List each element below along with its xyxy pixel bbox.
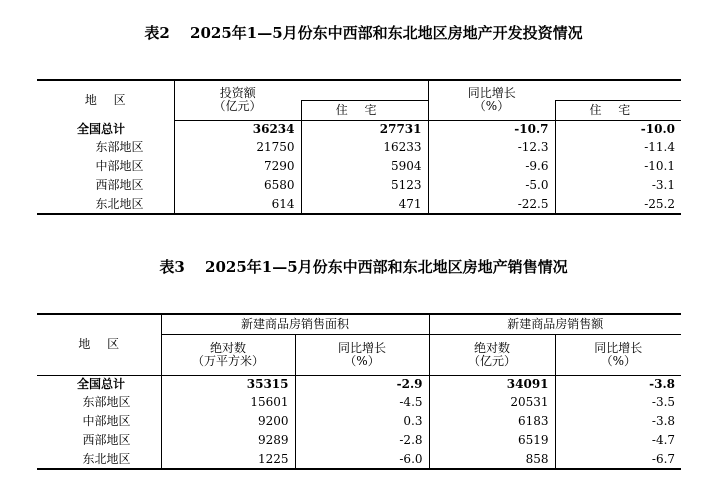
table-row: [37, 120, 681, 138]
yoy-cell: -10.7: [428, 120, 555, 138]
yoy-unit: （%）: [428, 100, 555, 120]
table-row: [37, 431, 681, 450]
region-cell: 东北地区: [82, 451, 131, 466]
residential-cell: 471: [301, 195, 428, 214]
amount-cell: 6183: [429, 412, 555, 431]
investment-unit: （亿元）: [174, 100, 301, 120]
amount-absolute-header: 绝对数 （亿元）: [429, 334, 555, 375]
table3-title: 表3 2025年1—5月份东中西部和东北地区房地产销售情况: [159, 258, 568, 276]
table-row: [37, 412, 681, 431]
area-yoy-cell: -2.8: [295, 431, 429, 450]
area-cell: 35315: [161, 375, 295, 393]
yoy-cell: -22.5: [428, 195, 555, 214]
yoy-residential-header: 住宅: [555, 100, 681, 120]
yoy-residential-cell: -25.2: [555, 195, 681, 214]
region-cell: 中部地区: [82, 414, 131, 429]
region-cell: 东部地区: [82, 395, 131, 410]
sales-amount-group-header: 新建商品房销售额: [429, 314, 681, 334]
residential-cell: 16233: [301, 138, 428, 157]
region-cell: 中部地区: [95, 159, 144, 174]
residential-header: 住宅: [301, 100, 428, 120]
area-yoy-header: 同比增长 （%）: [295, 334, 429, 375]
area-yoy-cell: -6.0: [295, 450, 429, 469]
yoy-cell: -9.6: [428, 157, 555, 176]
investment-cell: 6580: [174, 176, 301, 195]
yoy-cell: -12.3: [428, 138, 555, 157]
region-header: 地区: [84, 93, 143, 108]
area-cell: 15601: [161, 393, 295, 412]
table-row: [37, 375, 681, 393]
investment-header: 投资额: [174, 80, 301, 100]
yoy-residential-cell: -3.1: [555, 176, 681, 195]
yoy-cell: -5.0: [428, 176, 555, 195]
amount-yoy-cell: -3.8: [555, 412, 681, 431]
residential-cell: 5904: [301, 157, 428, 176]
region-cell: 全国总计: [77, 121, 126, 136]
table-row: [37, 176, 681, 195]
residential-cell: 27731: [301, 120, 428, 138]
amount-yoy-header: 同比增长 （%）: [555, 334, 681, 375]
area-cell: 1225: [161, 450, 295, 469]
investment-cell: 7290: [174, 157, 301, 176]
area-yoy-cell: 0.3: [295, 412, 429, 431]
region-cell: 西部地区: [95, 178, 144, 193]
region-cell: 东部地区: [95, 140, 144, 155]
yoy-header: 同比增长: [428, 80, 555, 100]
area-absolute-header: 绝对数 （万平方米）: [161, 334, 295, 375]
amount-cell: 858: [429, 450, 555, 469]
table-row: [37, 138, 681, 157]
region-cell: 西部地区: [82, 433, 131, 448]
table-row: [37, 450, 681, 469]
region-cell: 东北地区: [95, 196, 144, 211]
area-yoy-cell: -2.9: [295, 375, 429, 393]
amount-yoy-cell: -3.5: [555, 393, 681, 412]
amount-yoy-cell: -4.7: [555, 431, 681, 450]
amount-cell: 34091: [429, 375, 555, 393]
table-row: [37, 157, 681, 176]
table-row: [37, 393, 681, 412]
yoy-residential-cell: -11.4: [555, 138, 681, 157]
region-header: 地区: [37, 314, 161, 375]
amount-cell: 6519: [429, 431, 555, 450]
yoy-residential-cell: -10.1: [555, 157, 681, 176]
area-yoy-cell: -4.5: [295, 393, 429, 412]
residential-cell: 5123: [301, 176, 428, 195]
sales-table: [37, 313, 681, 470]
amount-cell: 20531: [429, 393, 555, 412]
table2-title: 表2 2025年1—5月份东中西部和东北地区房地产开发投资情况: [144, 24, 583, 42]
table-row: [37, 195, 681, 214]
yoy-residential-cell: -10.0: [555, 120, 681, 138]
investment-cell: 36234: [174, 120, 301, 138]
investment-cell: 614: [174, 195, 301, 214]
area-cell: 9200: [161, 412, 295, 431]
amount-yoy-cell: -6.7: [555, 450, 681, 469]
area-cell: 9289: [161, 431, 295, 450]
sales-area-group-header: 新建商品房销售面积: [161, 314, 429, 334]
region-cell: 全国总计: [77, 376, 126, 391]
investment-table: [37, 79, 681, 215]
investment-cell: 21750: [174, 138, 301, 157]
amount-yoy-cell: -3.8: [555, 375, 681, 393]
